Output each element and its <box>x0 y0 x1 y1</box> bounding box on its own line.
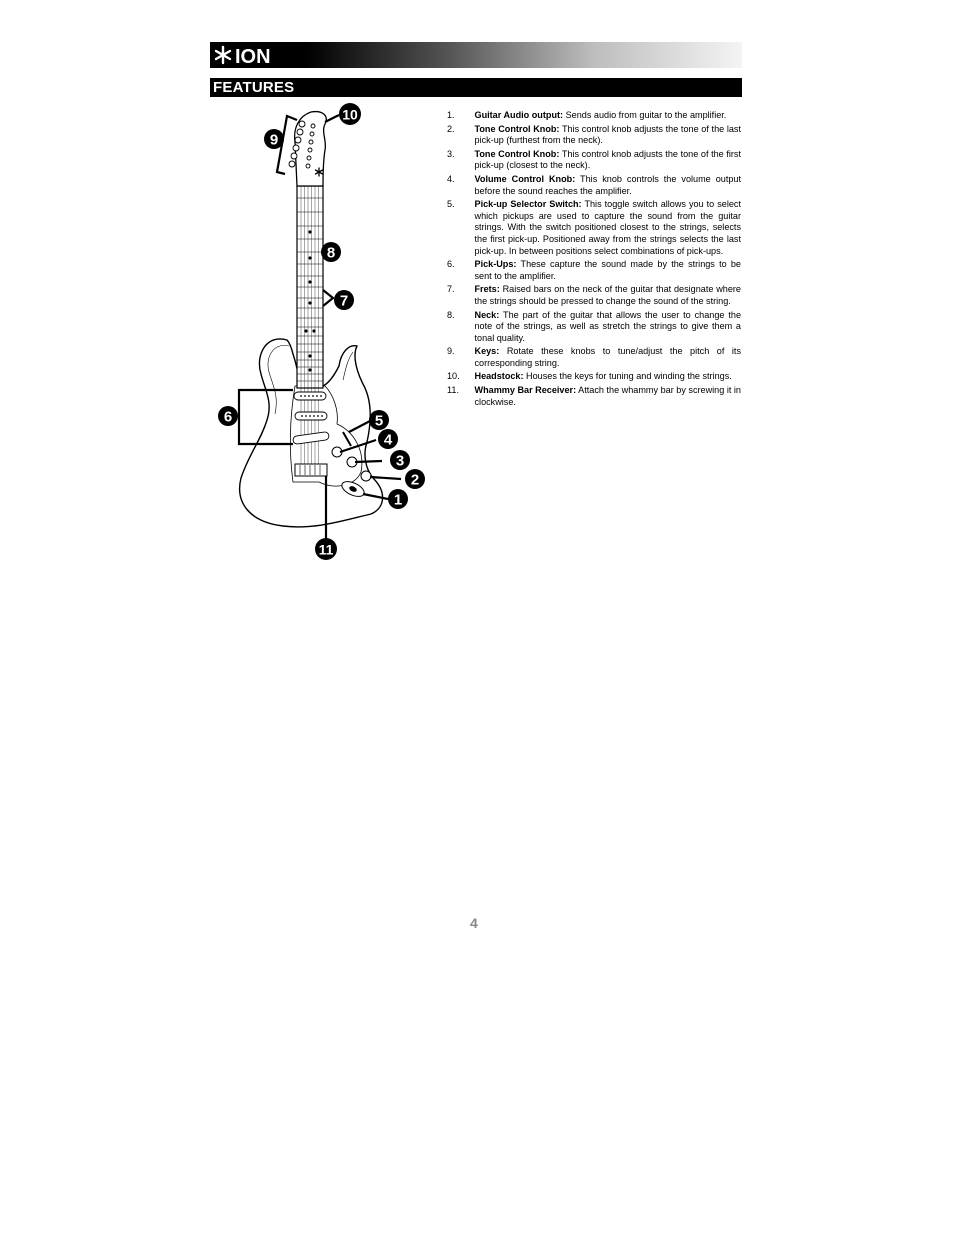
feature-item <box>447 385 741 408</box>
feature-item <box>447 371 741 383</box>
feature-term: Volume Control Knob: <box>474 173 576 184</box>
callout-5: 5 <box>374 412 384 430</box>
feature-term: Pick-Ups: <box>474 259 517 270</box>
feature-number: 11. <box>447 385 459 396</box>
feature-term: Keys: <box>474 346 500 357</box>
feature-description: Rotate these knobs to tune/adjust the pitch of its corresponding string. <box>474 346 741 368</box>
feature-term: Guitar Audio output: <box>474 110 564 120</box>
feature-description: This control knob adjusts the tone of the first pick-up (closest to the neck). <box>474 148 742 171</box>
feature-term: Tone Control Knob: <box>474 123 560 134</box>
feature-number: 7. <box>447 284 455 295</box>
guitar-diagram <box>215 102 435 570</box>
feature-term: Whammy Bar Receiver: <box>474 385 577 396</box>
callout-1: 1 <box>393 491 403 509</box>
callout-9: 9 <box>269 131 279 149</box>
feature-item <box>447 174 741 197</box>
feature-description: This control knob adjusts the tone of the last pick-up (furthest from the neck). <box>474 123 741 146</box>
features-list <box>447 110 741 410</box>
feature-term: Frets: <box>474 284 500 295</box>
logo-star-icon <box>216 47 230 63</box>
feature-item <box>447 124 741 147</box>
ion-logo <box>213 44 303 66</box>
feature-term: Pick-up Selector Switch: <box>474 199 582 210</box>
feature-number: 6. <box>447 259 455 270</box>
callout-6: 6 <box>223 408 233 426</box>
feature-number: 9. <box>447 346 455 357</box>
page-number: 4 <box>470 915 478 931</box>
callout-8: 8 <box>326 244 336 262</box>
section-title: FEATURES <box>213 79 295 96</box>
feature-number: 4. <box>447 173 455 184</box>
feature-description: The part of the guitar that allows the user to change the note of the strings, as well as stretch the strings to give them a tonal quality. <box>474 309 741 343</box>
feature-description: This knob controls the volume output before the sound reaches the amplifier. <box>474 173 741 196</box>
feature-item <box>447 284 741 307</box>
feature-description: Houses the keys for tuning and winding the strings. <box>523 371 732 382</box>
feature-term: Neck: <box>474 309 500 320</box>
feature-number: 1. <box>447 110 455 120</box>
callout-11: 11 <box>318 541 334 558</box>
feature-description: These capture the sound made by the strings to be sent to the amplifier. <box>474 259 741 281</box>
feature-number: 10. <box>447 371 460 382</box>
feature-item <box>447 310 741 345</box>
feature-term: Headstock: <box>474 371 524 382</box>
feature-item <box>447 199 741 257</box>
logo-text: ION <box>235 46 271 66</box>
feature-item <box>447 346 741 369</box>
feature-description: This toggle switch allows you to select which pickups are used to capture the sound from the guitar strings. With the switch positioned closest to the strings, selects the first pick-up. Positioned away from the strings selects the last pick-up. In between positions select combinations of pick-ups. <box>474 199 741 256</box>
feature-number: 5. <box>447 199 455 210</box>
feature-number: 2. <box>447 123 455 134</box>
feature-item <box>447 259 741 282</box>
pickups <box>293 392 330 444</box>
feature-term: Tone Control Knob: <box>474 148 560 159</box>
feature-description: Sends audio from guitar to the amplifier. <box>563 110 727 120</box>
callout-7: 7 <box>339 292 349 310</box>
callout-4: 4 <box>383 431 393 449</box>
callout-3: 3 <box>395 452 405 470</box>
feature-description: Raised bars on the neck of the guitar that designate where the strings should be pressed to change the sound of the string. <box>474 284 741 306</box>
feature-item <box>447 149 741 172</box>
feature-number: 8. <box>447 309 455 320</box>
feature-number: 3. <box>447 148 455 159</box>
callout-2: 2 <box>410 471 420 489</box>
feature-description: Attach the whammy bar by screwing it in clockwise. <box>474 385 741 407</box>
feature-item <box>447 110 741 122</box>
callout-10: 10 <box>342 106 358 123</box>
